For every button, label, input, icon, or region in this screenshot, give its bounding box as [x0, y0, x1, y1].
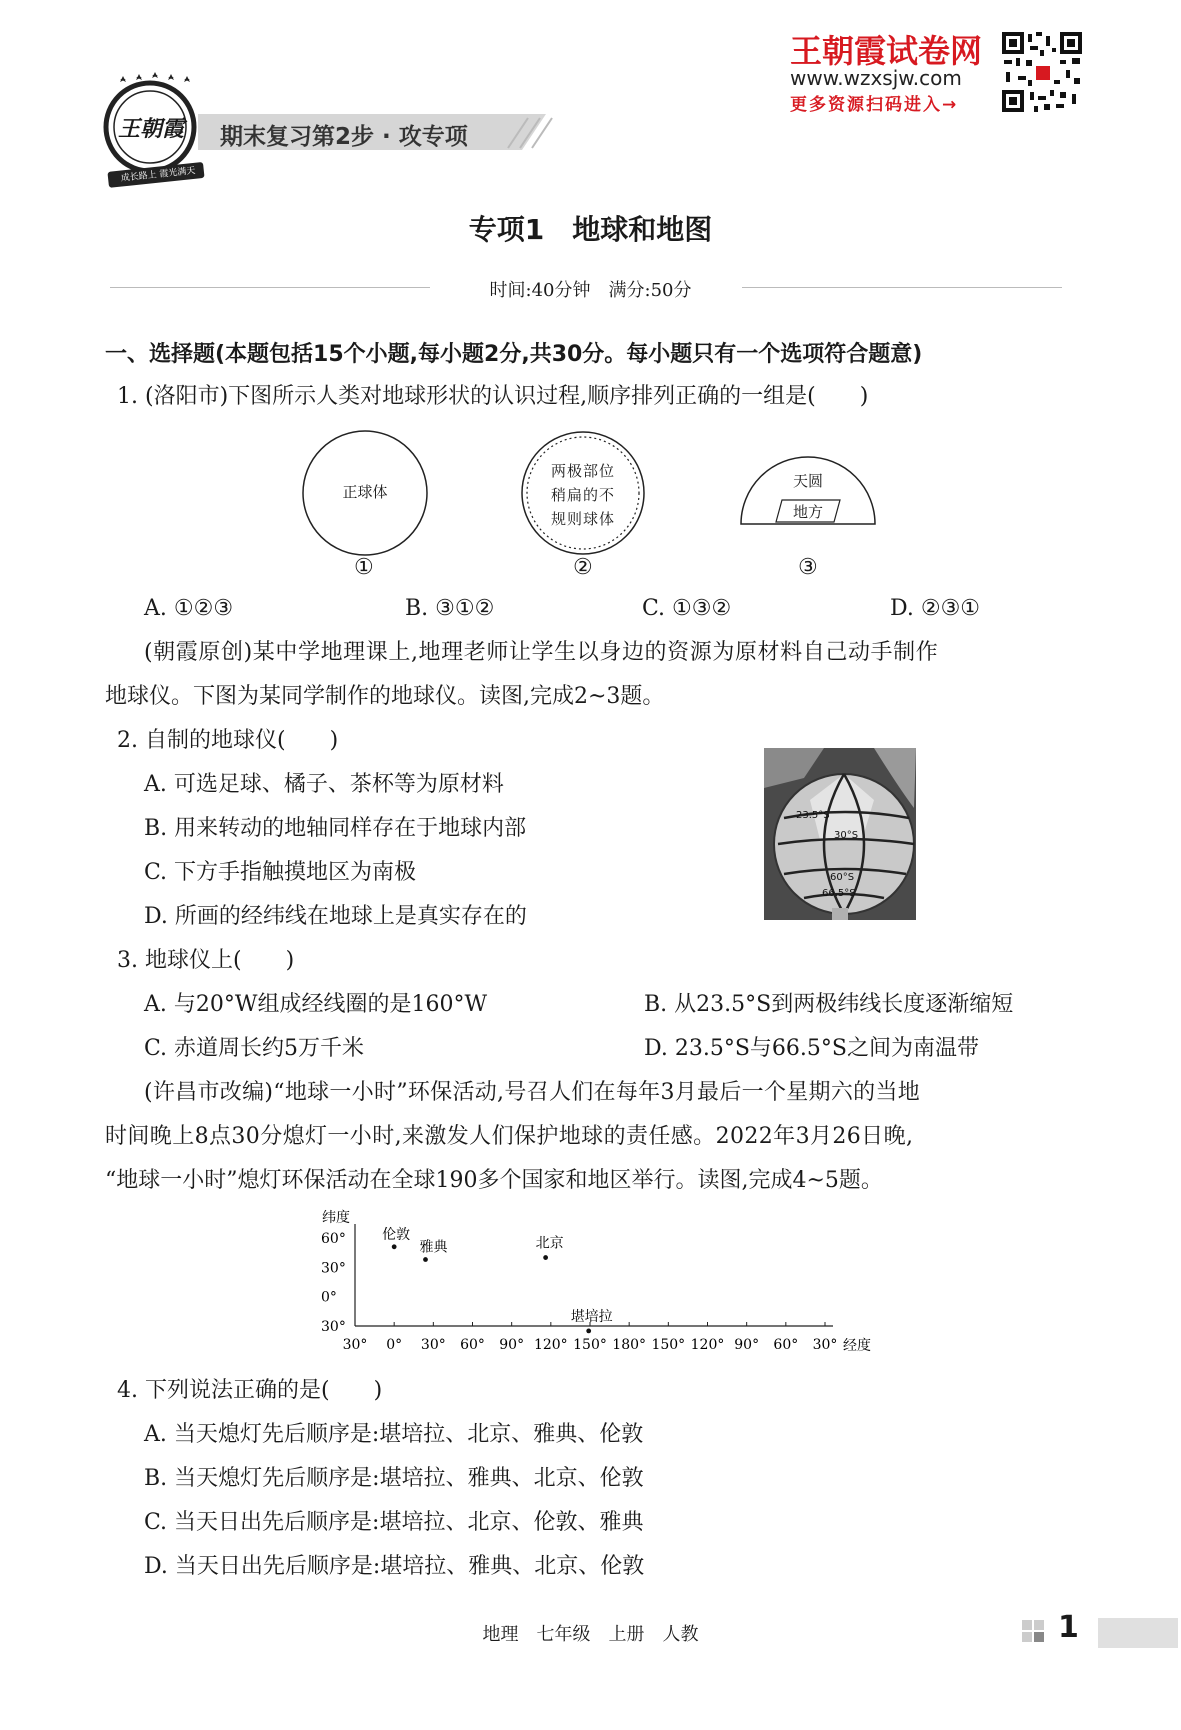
city-point: [423, 1257, 428, 1262]
x-tick-label: 30°: [342, 1337, 368, 1353]
y-tick-label: 30°: [321, 1260, 346, 1277]
city-point: [543, 1255, 548, 1260]
logo-ribbon: 成长路上 霞光满天: [120, 166, 196, 184]
y-tick-label: 0°: [321, 1289, 337, 1306]
figure-irregular-line-2: 稍扁的不: [550, 486, 615, 504]
qr-code[interactable]: [1000, 30, 1084, 114]
x-axis-title: 经度: [843, 1338, 871, 1354]
brand-tagline: 更多资源扫码进入→: [790, 95, 959, 115]
q2-option-c[interactable]: C. 下方手指触摸地区为南极: [144, 860, 417, 885]
globe-photo: [764, 748, 916, 920]
q2-option-b[interactable]: B. 用来转动的地轴同样存在于地球内部: [144, 816, 527, 841]
q1-option-a[interactable]: A. ①②③: [144, 596, 234, 621]
x-tick-label: 150°: [573, 1337, 607, 1353]
page-number: 1: [1058, 1610, 1079, 1645]
q1-option-d[interactable]: D. ②③①: [890, 596, 981, 621]
city-point: [392, 1244, 397, 1249]
q4-option-a[interactable]: A. 当天熄灯先后顺序是:堪培拉、北京、雅典、伦敦: [144, 1422, 644, 1447]
figure-sphere: [300, 428, 430, 558]
q3-option-a[interactable]: A. 与20°W组成经线圈的是160°W: [144, 992, 488, 1017]
x-tick-label: 60°: [460, 1337, 485, 1353]
city-label: 北京: [535, 1235, 564, 1252]
time-score: 时间:40分钟 满分:50分: [489, 280, 692, 301]
globe-label-23-5s: 23.5°S: [796, 810, 830, 821]
figure-earth-label: 地方: [792, 503, 823, 521]
lat-lon-chart: [300, 1208, 920, 1368]
figure-sphere-label: 正球体: [342, 483, 388, 501]
question-1-stem: 1. (洛阳市)下图所示人类对地球形状的认识过程,顺序排列正确的一组是( ): [117, 384, 869, 409]
city-label: 雅典: [419, 1239, 448, 1256]
x-tick-label: 120°: [533, 1337, 568, 1353]
x-tick-label: 90°: [499, 1337, 525, 1353]
x-tick-label: 60°: [773, 1337, 799, 1353]
footer-subject: 地理 七年级 上册 人教: [482, 1624, 699, 1645]
q1-option-b[interactable]: B. ③①②: [405, 596, 495, 621]
q2-option-a[interactable]: A. 可选足球、橘子、茶杯等为原材料: [144, 772, 504, 797]
question-4-stem: 4. 下列说法正确的是( ): [117, 1378, 383, 1403]
city-label: 堪培拉: [570, 1308, 613, 1325]
figure-irregular-line-1: 两极部位: [550, 462, 615, 480]
logo: [100, 72, 210, 192]
intro-2-3-line-1: (朝霞原创)某中学地理课上,地理老师让学生以身边的资源为原材料自己动手制作: [144, 640, 939, 665]
city-label: 伦敦: [382, 1226, 411, 1243]
figure-sky-label: 天圆: [792, 472, 823, 490]
logo-text: 王朝霞: [117, 117, 184, 142]
globe-label-60s: 60°S: [830, 872, 855, 883]
q2-option-d[interactable]: D. 所画的经纬线在地球上是真实存在的: [144, 904, 527, 929]
section-heading: 一、选择题(本题包括15个小题,每小题2分,共30分。每小题只有一个选项符合题意): [105, 342, 923, 367]
divider-right: [742, 287, 1062, 288]
figure-irregular-line-3: 规则球体: [550, 510, 615, 528]
footer-bar: [1098, 1618, 1178, 1648]
banner: [198, 112, 558, 152]
x-tick-label: 30°: [812, 1337, 838, 1353]
brand-name[interactable]: 王朝霞试卷网: [790, 32, 983, 70]
x-tick-label: 180°: [612, 1337, 647, 1353]
x-tick-label: 0°: [386, 1337, 403, 1353]
question-3-stem: 3. 地球仪上( ): [117, 948, 295, 973]
x-tick-label: 120°: [690, 1337, 725, 1353]
q4-option-c[interactable]: C. 当天日出先后顺序是:堪培拉、北京、伦敦、雅典: [144, 1510, 644, 1535]
brand-url[interactable]: www.wzxsjw.com: [790, 66, 962, 90]
page-title: 专项1 地球和地图: [468, 213, 713, 246]
q4-option-d[interactable]: D. 当天日出先后顺序是:堪培拉、雅典、北京、伦敦: [144, 1554, 645, 1579]
q4-option-b[interactable]: B. 当天熄灯先后顺序是:堪培拉、雅典、北京、伦敦: [144, 1466, 644, 1491]
y-axis-title: 纬度: [322, 1210, 350, 1226]
figure-label-1: ①: [354, 555, 374, 580]
figure-round-sky: [738, 450, 878, 526]
figure-label-3: ③: [798, 555, 818, 580]
footer-decoration: [1020, 1618, 1060, 1650]
globe-label-66-5s: 66.5°S: [822, 888, 856, 899]
figure-irregular-sphere: [520, 430, 646, 556]
intro-4-5-line-1: (许昌市改编)“地球一小时”环保活动,号召人们在每年3月最后一个星期六的当地: [144, 1080, 921, 1105]
y-tick-label: 30°: [321, 1319, 346, 1335]
x-tick-label: 150°: [651, 1337, 686, 1353]
question-2-stem: 2. 自制的地球仪( ): [117, 728, 339, 753]
city-point: [586, 1328, 591, 1333]
q3-option-c[interactable]: C. 赤道周长约5万千米: [144, 1036, 365, 1061]
x-tick-label: 30°: [420, 1337, 446, 1353]
intro-4-5-line-3: “地球一小时”熄灯环保活动在全球190多个国家和地区举行。读图,完成4~5题。: [105, 1168, 883, 1193]
intro-2-3-line-2: 地球仪。下图为某同学制作的地球仪。读图,完成2~3题。: [105, 684, 665, 709]
q3-option-b[interactable]: B. 从23.5°S到两极纬线长度逐渐缩短: [644, 992, 1014, 1017]
globe-label-30s: 30°S: [834, 830, 859, 841]
q1-option-c[interactable]: C. ①③②: [642, 596, 732, 621]
banner-text: 期末复习第2步 · 攻专项: [220, 124, 468, 150]
intro-4-5-line-2: 时间晚上8点30分熄灯一小时,来激发人们保护地球的责任感。2022年3月26日晚,: [105, 1124, 914, 1149]
y-tick-label: 60°: [321, 1231, 346, 1247]
figure-label-2: ②: [573, 555, 593, 580]
q3-option-d[interactable]: D. 23.5°S与66.5°S之间为南温带: [644, 1036, 979, 1061]
x-tick-label: 90°: [734, 1337, 760, 1353]
